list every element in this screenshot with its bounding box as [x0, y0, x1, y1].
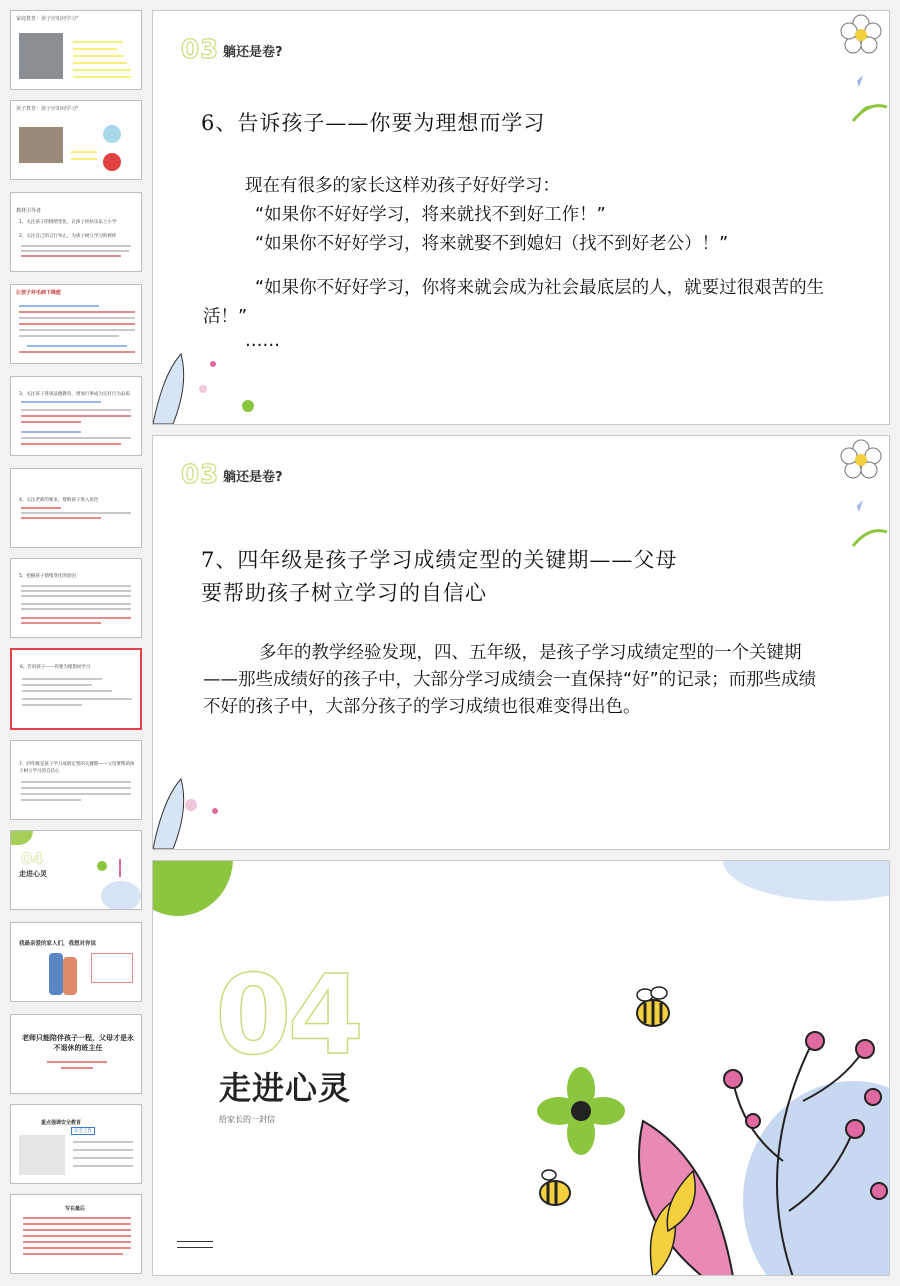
paragraph-line: …… [245, 331, 280, 351]
slide-thumbnail-7[interactable] [10, 558, 142, 638]
slide-thumbnail-4[interactable] [10, 284, 142, 364]
crossing-illustration [19, 1135, 65, 1175]
branch-icon [119, 859, 129, 877]
slide-thumbnail-11[interactable] [10, 922, 142, 1002]
thumbnail-title: 4、关注老师的要求，帮助孩子进入角色 [19, 498, 99, 503]
section-title: 躺还是卷? [223, 470, 283, 485]
leaf-decoration-icon [153, 344, 273, 424]
paragraph-line: “如果你不好好学习，将来就找不到好工作！” [255, 205, 606, 225]
thumbnail-title: 写在最后 [65, 1206, 86, 1212]
thumbnail-title: 让孩子坏毛病下降能 [16, 290, 62, 296]
thumbnail-title: 老师只能陪伴孩子一程，父母才是永不退休的班主任 [22, 1034, 134, 1052]
slide-heading-line-2: 要帮助孩子树立学习的自信心 [201, 581, 487, 605]
flower-icon [97, 861, 107, 871]
person-figure-1 [49, 953, 63, 995]
splash-blue-icon [103, 125, 121, 143]
slide-10-canvas[interactable] [152, 860, 890, 1276]
house-photo [19, 127, 63, 163]
bee-icon [637, 987, 669, 1026]
slide-thumbnail-6[interactable] [10, 468, 142, 548]
thumbnail-title: 家庭教育：孩子应如何学习？ [16, 16, 82, 22]
thumbnail-title: 重点强调安全教育 [41, 1120, 82, 1126]
pink-branch-icon [733, 1041, 863, 1276]
slide-thumbnail-13[interactable] [10, 1104, 142, 1184]
slide-subtitle: 给家长的一封信 [219, 1115, 275, 1124]
leaf-decoration-icon [153, 769, 263, 849]
thumbnail-text: 1、关注孩子的情绪变化，让孩子快快乐乐上小学 [19, 220, 117, 225]
thumbnail-title: 5、把握孩子情绪变化的原因 [19, 574, 76, 579]
thumbnail-title: 走进心灵 [19, 870, 47, 878]
blue-blob-shape [101, 881, 141, 910]
section-title: 躺还是卷? [223, 45, 283, 60]
person-figure-2 [63, 957, 77, 995]
divider-line [177, 1241, 213, 1242]
thumbnail-title: 我最亲爱的家人们，我想对你说 [19, 941, 97, 947]
slide-heading: 6、告诉孩子——你要为理想而学习 [201, 111, 546, 135]
letter-card [91, 953, 133, 983]
green-flower-icon [537, 1067, 625, 1155]
thumbnail-badge: 安全工作 [71, 1127, 95, 1135]
slide-thumbnail-5[interactable] [10, 376, 142, 456]
slide-heading-line-1: 7、四年级是孩子学习成绩定型的关键期——父母 [201, 548, 678, 572]
paragraph-line: “如果你不好好学习，将来就娶不到媳妇（找不到好老公）！” [255, 234, 729, 254]
slide-thumbnail-10[interactable] [10, 830, 142, 910]
slide-thumbnail-12[interactable] [10, 1014, 142, 1094]
slide-title: 走进心灵 [219, 1069, 352, 1107]
flower-decoration-icon [819, 436, 889, 566]
section-number: 04 [215, 951, 361, 1079]
thumbnail-title: 6、告诉孩子——你要为理想而学习 [20, 665, 91, 670]
slide-thumbnail-2[interactable] [10, 100, 142, 180]
floral-illustration [453, 961, 889, 1276]
divider-line [177, 1247, 213, 1248]
thumbnail-title: 孩子教育：孩子应如何学习？ [16, 106, 82, 112]
green-corner-shape [152, 860, 233, 916]
thumbnail-title: 教材引导者 [16, 208, 42, 214]
slide-8-canvas[interactable] [152, 10, 890, 425]
paragraph-line: 现在有很多的家长这样劝孩子好好学习： [245, 176, 560, 196]
splash-red-icon [103, 153, 121, 171]
slide-thumbnail-3[interactable] [10, 192, 142, 272]
green-corner-shape [11, 831, 33, 845]
section-number: 03 [181, 460, 220, 490]
paragraph-line: “如果你不好好学习，你将来就会成为社会最底层的人，就要过很艰苦的生活！” [203, 278, 825, 327]
slide-thumbnail-8[interactable] [10, 648, 142, 730]
slide-thumbnail-1[interactable] [10, 10, 142, 90]
thumbnail-section-number: 04 [21, 849, 44, 868]
slide-9-canvas[interactable] [152, 435, 890, 850]
thumbnail-title: 7、四年级是孩子学习成绩定型的关键期——父母要帮助孩子树立学习的自信心 [19, 762, 135, 774]
slide-thumbnail-9[interactable] [10, 740, 142, 820]
blue-blob-shape [723, 860, 890, 901]
section-number: 03 [181, 35, 220, 65]
bee-icon [540, 1170, 570, 1205]
building-photo [19, 33, 63, 79]
paragraph: 多年的教学经验发现，四、五年级，是孩子学习成绩定型的一个关键期——那些成绩好的孩子中，大部分学习成绩会一直保持“好”的记录；而那些成绩不好的孩子中，大部分孩子的学习成绩也很难变得出色。 [203, 643, 817, 717]
slide-thumbnail-panel[interactable] [0, 0, 150, 1286]
slide-thumbnail-14[interactable] [10, 1194, 142, 1274]
thumbnail-title: 3、关注孩子各项品德教育，增加行事成为定好行为品质 [19, 392, 130, 397]
flower-decoration-icon [819, 11, 889, 141]
thumbnail-text: 2、关注自己的言行举止，为孩子树立学习的榜样 [19, 234, 117, 239]
